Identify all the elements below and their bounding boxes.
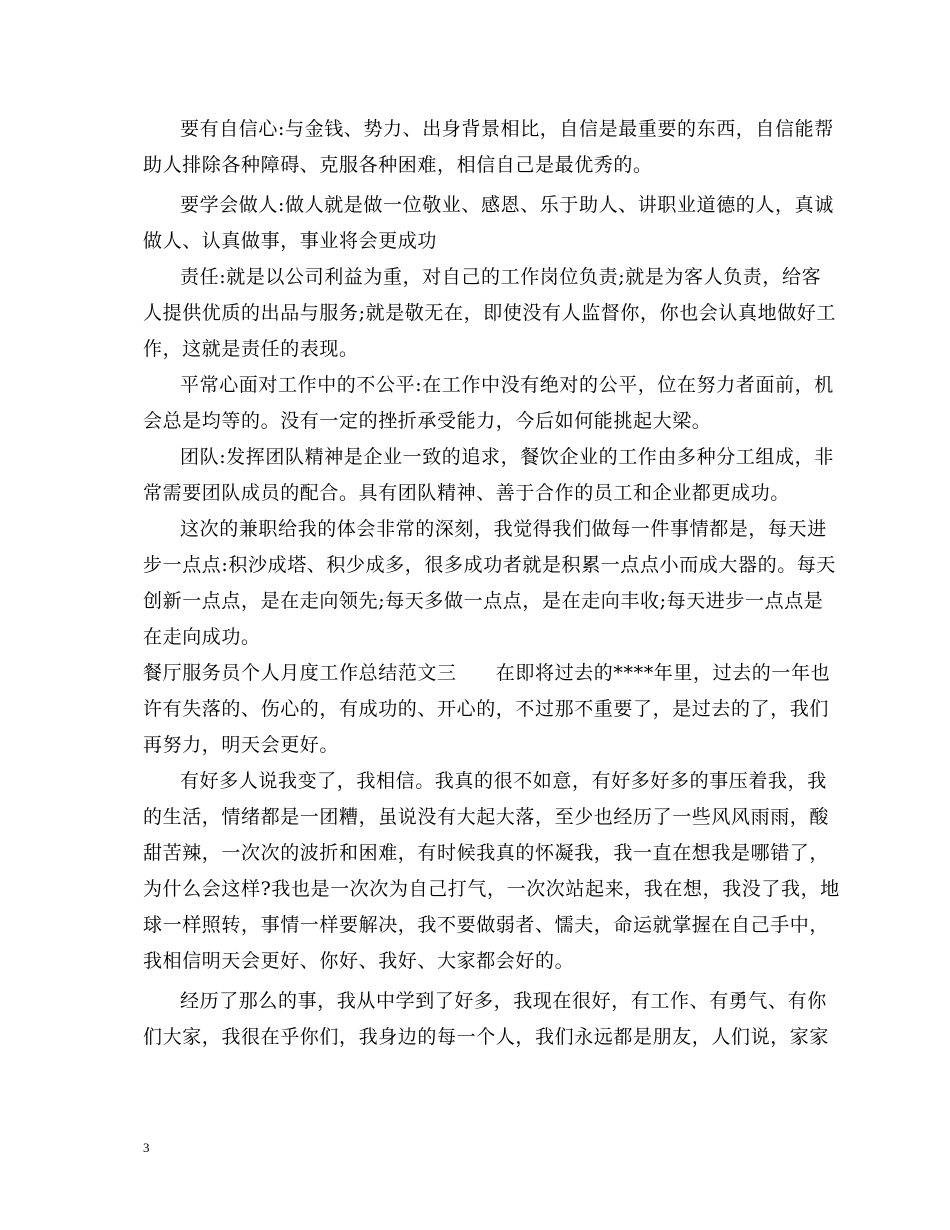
text-line: 许有失落的、伤心的，有成功的、开心的，不过那不重要了，是过去的了，我们	[143, 698, 830, 720]
text-line: 餐厅服务员个人月度工作总结范文三 在即将过去的****年里，过去的一年也	[143, 662, 831, 684]
text-line: 常需要团队成员的配合。具有团队精神、善于合作的员工和企业都更成功。	[143, 482, 790, 504]
text-line: 会总是均等的。没有一定的挫折承受能力，今后如何能挑起大梁。	[143, 410, 712, 432]
text-line: 要有自信心:与金钱、势力、出身背景相比，自信是最重要的东西，自信能帮	[180, 118, 834, 140]
text-line: 甜苦辣，一次次的波折和困难，有时候我真的怀凝我，我一直在想我是哪错了，	[143, 842, 830, 864]
text-line: 有好多人说我变了，我相信。我真的很不如意，有好多好多的事压着我，我	[180, 770, 827, 792]
text-line: 再努力，明天会更好。	[143, 734, 340, 756]
text-line: 我相信明天会更好、你好、我好、大家都会好的。	[143, 950, 575, 972]
text-line: 步一点点:积沙成塔、积少成多，很多成功者就是积累一点点小而成大器的。每天	[143, 554, 837, 576]
text-line: 做人、认真做事，事业将会更成功	[143, 230, 438, 252]
text-line: 要学会做人:做人就是做一位敬业、感恩、乐于助人、讲职业道德的人，真诚	[180, 194, 834, 216]
text-line: 团队:发挥团队精神是企业一致的追求，餐饮企业的工作由多种分工组成，非	[180, 446, 834, 468]
text-line: 责任:就是以公司利益为重，对自己的工作岗位负责;就是为客人负责，给客	[180, 266, 822, 288]
text-line: 创新一点点，是在走向领先;每天多做一点点，是在走向丰收;每天进步一点点是	[143, 590, 824, 612]
text-line: 经历了那么的事，我从中学到了好多，我现在很好，有工作、有勇气、有你	[180, 990, 827, 1012]
text-line: 球一样照转，事情一样要解决，我不要做弱者、懦夫，命运就掌握在自己手中，	[143, 914, 830, 936]
text-line: 们大家，我很在乎你们，我身边的每一个人，我们永远都是朋友，人们说，家家	[143, 1026, 830, 1048]
text-line: 为什么会这样?我也是一次次为自己打气，一次次站起来，我在想，我没了我，地	[143, 878, 840, 900]
text-line: 平常心面对工作中的不公平:在工作中没有绝对的公平，位在努力者面前，机	[180, 374, 834, 396]
text-line: 的生活，情绪都是一团糟，虽说没有大起大落，至少也经历了一些风风雨雨，酸	[143, 806, 830, 828]
text-line: 作，这就是责任的表现。	[143, 338, 359, 360]
text-line: 在走向成功。	[143, 626, 261, 648]
text-line: 人提供优质的出品与服务;就是敬无在，即使没有人监督你，你也会认真地做好工	[143, 302, 837, 324]
page-number: 3	[143, 1140, 150, 1155]
text-line: 这次的兼职给我的体会非常的深刻，我觉得我们做每一件事情都是，每天进	[180, 518, 827, 540]
text-line: 助人排除各种障碍、克服各种困难，相信自己是最优秀的。	[143, 154, 653, 176]
